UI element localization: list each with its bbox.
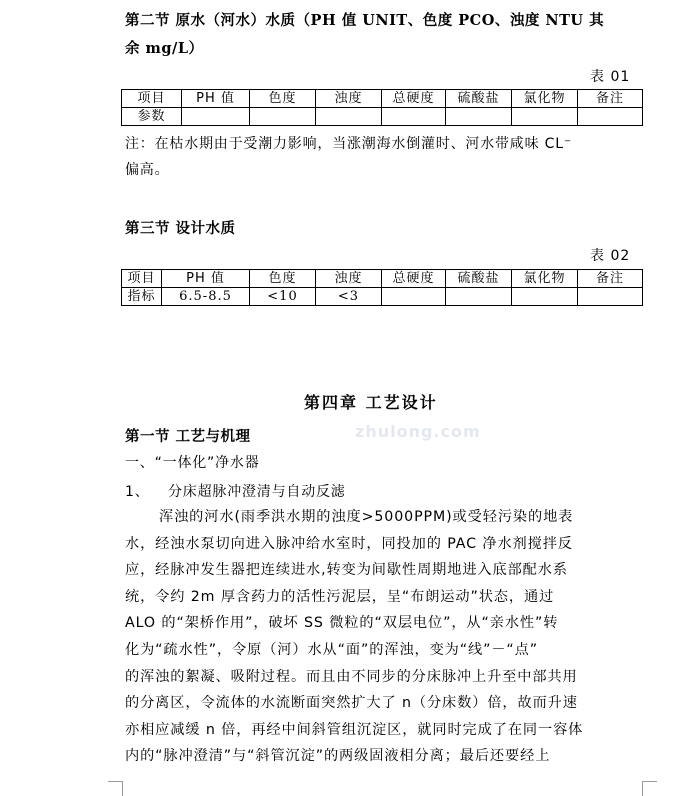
table-header-cell: 项目 [122, 270, 162, 288]
table-cell [250, 108, 316, 126]
paragraph-line: ALO 的“架桥作用”，破坏 SS 微粒的“双层电位”，从“亲水性”转 [125, 615, 559, 632]
table-header-cell: PH 值 [182, 90, 250, 108]
table-01-data-row [122, 108, 643, 126]
table-header-cell: 总硬度 [382, 90, 446, 108]
table-row-label: 参数 [122, 108, 182, 126]
table-header-cell: 色度 [250, 90, 316, 108]
table-cell [382, 108, 446, 126]
item-number: 1、 [125, 484, 150, 500]
chapter4-section1-heading: 第一节 工艺与机理 [125, 429, 251, 445]
paragraph-line: 的浑浊的絮凝、吸附过程。而且由不同步的分床脉冲上升至中部共用 [125, 668, 578, 685]
paragraph-line: 亦相应减缓 n 倍，再经中间斜管组沉淀区，就同时完成了在同一容体 [125, 721, 584, 738]
table-cell: <10 [250, 288, 316, 306]
table-header-cell: 氯化物 [512, 90, 578, 108]
table-cell [578, 288, 643, 306]
table-header-cell: 色度 [250, 270, 316, 288]
watermark-text: zhulong.com [355, 422, 481, 441]
table-02-label: 表 02 [590, 248, 631, 264]
table-01 [121, 89, 643, 126]
table-02 [121, 269, 643, 306]
table-header-cell: 项目 [122, 90, 182, 108]
table-cell: <3 [316, 288, 382, 306]
table-row-label: 指标 [122, 288, 162, 306]
table-01-header-row [122, 90, 643, 108]
table-header-cell: PH 值 [162, 270, 250, 288]
table-cell [512, 108, 578, 126]
section3-heading: 第三节 设计水质 [125, 221, 236, 237]
table-cell [182, 108, 250, 126]
paragraph-line: 应，经脉冲发生器把连续进水,转变为间歇性周期地进入底部配水系 [125, 562, 568, 579]
section2-note-line1: 注：在枯水期由于受潮力影响，当涨潮海水倒灌时、河水带咸味 CL⁻ [125, 136, 573, 152]
section2-heading-line1: 第二节 原水（河水）水质（PH 值 UNIT、色度 PCO、浊度 NTU 其 [125, 12, 605, 29]
paragraph-line: 统，令约 2m 厚含药力的活性污泥层，呈“布朗运动”状态，通过 [125, 588, 555, 605]
table-cell [512, 288, 578, 306]
table-header-cell: 氯化物 [512, 270, 578, 288]
table-header-cell: 总硬度 [382, 270, 446, 288]
table-header-cell: 硫酸盐 [446, 270, 512, 288]
table-02-header-row [122, 270, 643, 288]
table-cell [382, 288, 446, 306]
table-cell [316, 108, 382, 126]
section2-note-line2: 偏高。 [125, 162, 170, 178]
paragraph-line: 化为“疏水性”，令原（河）水从“面”的浑浊，变为“线”－“点” [125, 641, 539, 658]
table-cell: 6.5-8.5 [162, 288, 250, 306]
page-corner-mark [642, 781, 657, 796]
table-02-data-row [122, 288, 643, 306]
paragraph-line: 水，经浊水泵切向进入脉冲给水室时，同投加的 PAC 净水剂搅拌反 [125, 535, 573, 552]
table-header-cell: 浊度 [316, 270, 382, 288]
table-header-cell: 备注 [578, 90, 643, 108]
table-cell [578, 108, 643, 126]
paragraph-line: 的分离区，令流体的水流断面突然扩大了 n（分床数）倍，故而升速 [125, 695, 578, 712]
process-paragraph [125, 504, 645, 770]
table-01-label: 表 01 [590, 69, 631, 85]
page-corner-mark [108, 781, 123, 796]
table-header-cell: 硫酸盐 [446, 90, 512, 108]
paragraph-line: 内的“脉冲澄清”与“斜管沉淀”的两级固液相分离；最后还要经上 [125, 748, 551, 765]
table-header-cell: 备注 [578, 270, 643, 288]
table-cell [446, 108, 512, 126]
subsection-heading: 一、“一体化”净水器 [125, 455, 260, 471]
paragraph-line: 浑浊的河水(雨季洪水期的浊度>5000PPM)或受轻污染的地表 [159, 509, 574, 525]
chapter-title: 第四章 工艺设计 [304, 393, 438, 412]
table-cell [446, 288, 512, 306]
table-header-cell: 浊度 [316, 90, 382, 108]
section2-heading-line2: 余 mg/L） [125, 40, 204, 57]
item-title: 分床超脉冲澄清与自动反滤 [168, 484, 346, 500]
